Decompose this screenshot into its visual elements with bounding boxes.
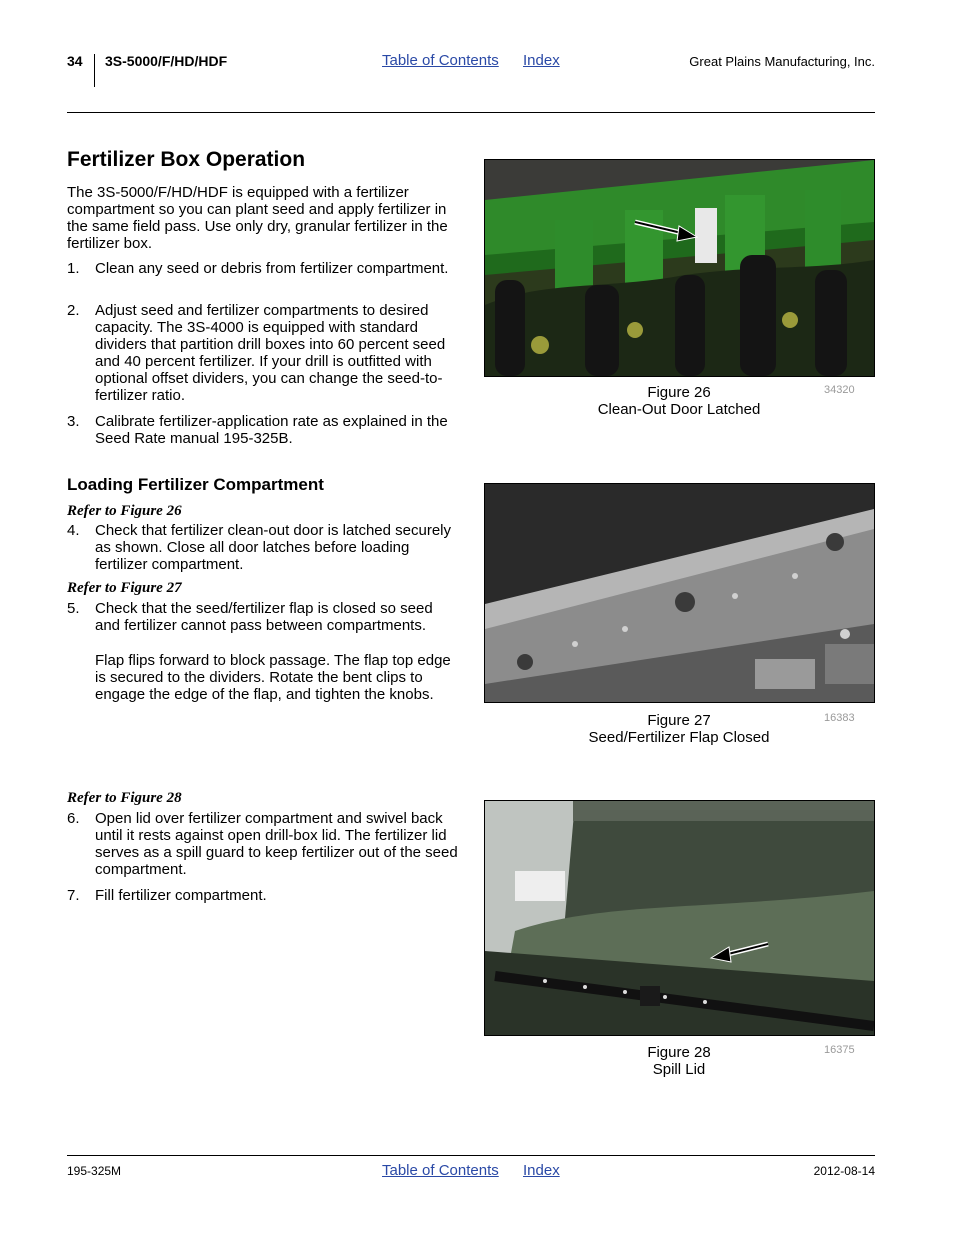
figure-28-photo (484, 800, 875, 1036)
step-text: Open lid over fertilizer compartment and swivel back until it rests against open drill-box lid. The fertilizer lid serves as a spill guard to keep fertilizer out of the seed compartment. (95, 810, 458, 878)
figure-27-label: Figure 27 (647, 712, 711, 729)
step-text: Adjust seed and fertilizer compartments to desired capacity. The 3S-4000 is equipped with standard dividers that partition drill boxes into 60 percent seed and 40 percent fertilizer. If your drill is outfitted with optional offset dividers, you can change the seed-to-fertilizer ratio. (95, 302, 446, 404)
figure-26-caption: Clean-Out Door Latched (597, 401, 761, 418)
footer-index-link[interactable]: Index (523, 1162, 560, 1179)
refer-figure-28: Refer to Figure 28 (67, 790, 182, 806)
figure-28-photo-id: 16375 (824, 1044, 855, 1056)
step-text: Calibrate fertilizer-application rate as explained in the Seed Rate manual 195-325B. (95, 413, 448, 447)
figure-26-photo-id: 34320 (824, 384, 855, 396)
doc-number: 195-325M (67, 1164, 122, 1178)
header-divider (94, 54, 95, 87)
step-text: Fill fertilizer compartment. (95, 887, 267, 904)
step-note: Flap flips forward to block passage. The flap top edge is secured to the dividers. Rotate the bent clips to engage the edge of the flap, and tighten the knobs. (95, 652, 451, 703)
figure-27-photo (484, 483, 875, 703)
figure-28-caption: Spill Lid (652, 1061, 706, 1078)
company-name: Great Plains Manufacturing, Inc. (689, 54, 875, 69)
step-number: 3. (67, 413, 80, 430)
header-toc-link[interactable]: Table of Contents (382, 52, 499, 69)
footer-date: 2012-08-14 (813, 1164, 875, 1178)
step-number: 7. (67, 887, 80, 904)
step-text: Clean any seed or debris from fertilizer compartment. (95, 260, 449, 277)
refer-figure-26: Refer to Figure 26 (67, 503, 182, 519)
figure-27-photo-id: 16383 (824, 712, 855, 724)
model-name: 3S-5000/F/HD/HDF (105, 53, 228, 69)
figure-26-photo (484, 159, 875, 377)
step-number: 2. (67, 302, 80, 319)
step-text: Check that the seed/fertilizer flap is closed so seed and fertilizer cannot pass between compartments. (95, 600, 433, 634)
section-title: Fertilizer Box Operation (67, 148, 306, 171)
step-number: 4. (67, 522, 80, 539)
figure-27-caption: Seed/Fertilizer Flap Closed (588, 729, 770, 746)
step-number: 1. (67, 260, 80, 277)
header-index-link[interactable]: Index (523, 52, 560, 69)
step-text: Check that fertilizer clean-out door is latched securely as shown. Close all door latches before loading fertilizer compartment. (95, 522, 452, 573)
section-intro: The 3S-5000/F/HD/HDF is equipped with a fertilizer compartment so you can plant seed and apply fertilizer in the same field pass. Use only dry, granular fertilizer in the fertilizer box. (67, 184, 448, 252)
page-number: 34 (67, 53, 83, 69)
subsection-title: Loading Fertilizer Compartment (67, 475, 324, 494)
footer-rule (67, 1155, 875, 1156)
header-rule (67, 112, 875, 113)
figure-26-label: Figure 26 (647, 384, 711, 401)
refer-figure-27: Refer to Figure 27 (67, 580, 182, 596)
step-number: 6. (67, 810, 80, 827)
footer-toc-link[interactable]: Table of Contents (382, 1162, 499, 1179)
figure-28-label: Figure 28 (647, 1044, 711, 1061)
step-number: 5. (67, 600, 80, 617)
